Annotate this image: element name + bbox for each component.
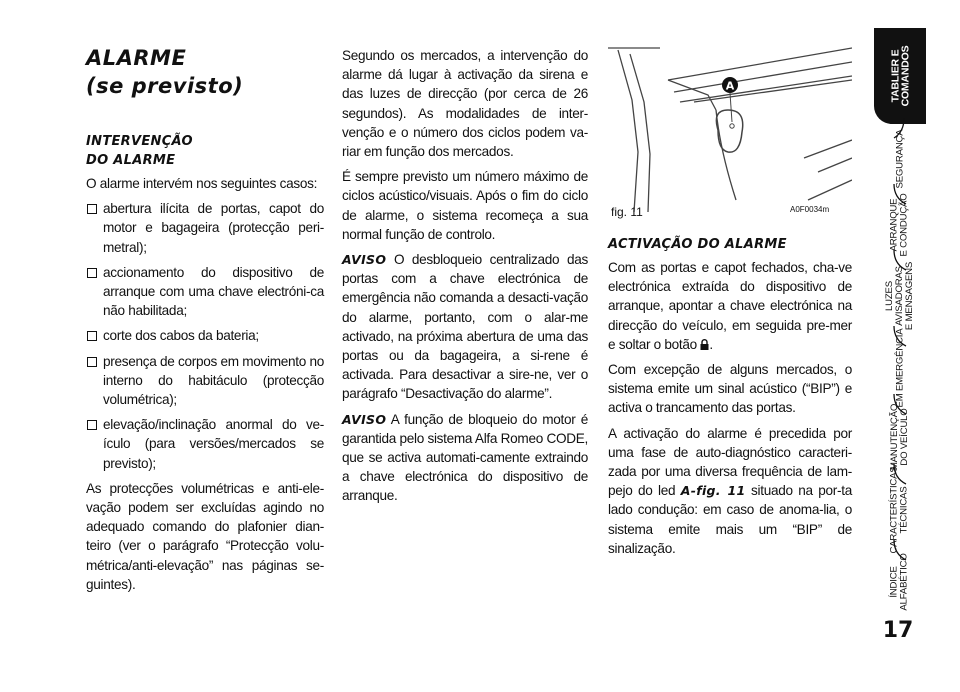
- tab-indice-alfabetico[interactable]: [874, 550, 926, 614]
- figure-reference: A-fig. 11: [680, 483, 746, 499]
- paragraph-markets: Segundo os mercados, a intervenção do alarme dá lugar à activação da sirena e das luzes de direcção (por cerca de 26 segundos). As modalidades de inter-venção e o número dos ciclos podem va-riar em função dos mercados.: [342, 48, 588, 160]
- warning-unlock: [342, 250, 588, 404]
- title-line-2: (se previsto): [86, 74, 244, 98]
- column-middle: [342, 0, 588, 512]
- activation-text: Com as portas e capot fechados, cha-ve electrónica extraída do dispositivo de arranque, apontar a chave electrónica na direcção do veículo, em seguida pre-mer e soltar o botão: [608, 260, 852, 352]
- list-item: [86, 199, 324, 257]
- tab-label: LUZES AVISADORAS E MENSAGENS: [884, 261, 916, 331]
- tab-label: CARACTERÍSTICAS TÉCNICAS: [889, 466, 910, 554]
- tab-manutencao[interactable]: [874, 404, 926, 470]
- list-item: [86, 326, 324, 345]
- paragraph-activation: [608, 258, 852, 354]
- checkbox-bullet-icon: [87, 204, 97, 214]
- list-item: [86, 352, 324, 410]
- list-item-text: accionamento do dispositivo de arranque com uma chave electróni-ca não habilitada;: [103, 264, 324, 319]
- warning-keyword: AVISO: [342, 411, 387, 427]
- tab-label: TABLIER E COMANDOS: [889, 45, 912, 107]
- figure-label: fig. 11: [611, 205, 643, 219]
- checkbox-bullet-icon: [87, 357, 97, 367]
- warning-engine-lock: [342, 410, 588, 506]
- tab-label: SEGURANÇA: [894, 129, 906, 189]
- tab-caracteristicas-tecnicas[interactable]: [874, 466, 926, 554]
- title-line-1: ALARME: [86, 46, 187, 70]
- chapter-sidebar: [868, 0, 960, 692]
- list-item: [86, 415, 324, 473]
- warning-text: O desbloqueio centralizado das portas com a chave electrónica de emergência não comanda a desacti-vação do alarme, portanto, com o alar-me activado, na próxima abertura de uma das portas ou da bagageira, a si-rene é activada. Para desactivar a sire-ne, ver o parágrafo “Desactivação do alarme”.: [342, 252, 588, 402]
- cases-list: [86, 199, 324, 473]
- warning-keyword: AVISO: [342, 252, 387, 268]
- intro-text: O alarme intervém nos seguintes casos:: [86, 176, 318, 191]
- checkbox-bullet-icon: [87, 420, 97, 430]
- column-left: [86, 0, 324, 600]
- tab-label: EM EMERGÊNCIA: [894, 328, 905, 408]
- page-title: [86, 44, 324, 100]
- section-heading-intervencao: [86, 132, 324, 170]
- activation-text-end: .: [709, 336, 713, 352]
- checkbox-bullet-icon: [87, 268, 97, 278]
- heading-line-2: DO ALARME: [86, 153, 176, 168]
- paragraph-diagnostic: [608, 424, 852, 558]
- list-item-text: abertura ilícita de portas, capot do motor e bagageira (protecção peri-metral);: [103, 201, 324, 255]
- tab-label: ÍNDICE ALFABÉTICO: [889, 553, 910, 611]
- tab-luzes-avisadoras[interactable]: [874, 260, 926, 332]
- list-item: [86, 263, 324, 321]
- figure-code: A0F0034m: [790, 205, 830, 214]
- page-number: 17: [882, 618, 914, 643]
- diagnostic-text: A activação do alarme é precedida por uma fase de auto-diagnóstico caracteri-zada por uma diversa frequência de lam-pejo do led: [608, 425, 852, 499]
- list-item-text: elevação/inclinação anormal do ve-ículo (para versões/mercados se previsto);: [103, 417, 324, 471]
- list-item-text: corte dos cabos da bateria;: [103, 328, 259, 344]
- warning-text: A função de bloqueio do motor é garantida pelo sistema Alfa Romeo CODE, que se activa automati-camente extraindo a chave electrónica do dispositivo de arranque.: [342, 411, 588, 504]
- section-heading-activacao: ACTIVAÇÃO DO ALARME: [608, 237, 787, 252]
- tab-tablier-comandos[interactable]: [874, 28, 926, 124]
- heading-line-1: INTERVENÇÃO: [86, 134, 193, 149]
- tab-arranque-conducao[interactable]: [874, 194, 926, 256]
- tab-label: MANUTENÇÃO DO VEÍCULO: [889, 403, 911, 471]
- tab-seguranca[interactable]: [874, 128, 926, 190]
- checkbox-bullet-icon: [87, 331, 97, 341]
- tab-label: ARRANQUE E CONDUÇÃO: [889, 193, 910, 257]
- outro-text: As protecções volumétricas e anti-ele-vação podem ser excluídas agindo no adequado comando do plafonier dian-teiro (ver o parágrafo “Protecção volu-métrica/anti-elevação” nas páginas se-guintes).: [86, 480, 324, 592]
- marker-label: A: [725, 79, 735, 93]
- paragraph-beep: Com excepção de alguns mercados, o sistema emite um sinal acústico (“BIP”) e activa o trancamento das portas.: [608, 362, 852, 416]
- paragraph-cycles: É sempre previsto um número máximo de ciclos acústico/visuais. Após o fim do ciclo de alarme, o sistema recomeça a sua normal função de controlo.: [342, 169, 588, 242]
- tab-em-emergencia[interactable]: [874, 328, 926, 408]
- list-item-text: presença de corpos em movimento no interno do habitáculo (protecção volumétrica);: [103, 353, 325, 408]
- column-right: [608, 0, 852, 564]
- diagnostic-text-end: situado na por-ta lado condução: em caso de anoma-lia, o sistema emite mais um “BIP” de sinalização.: [608, 483, 852, 556]
